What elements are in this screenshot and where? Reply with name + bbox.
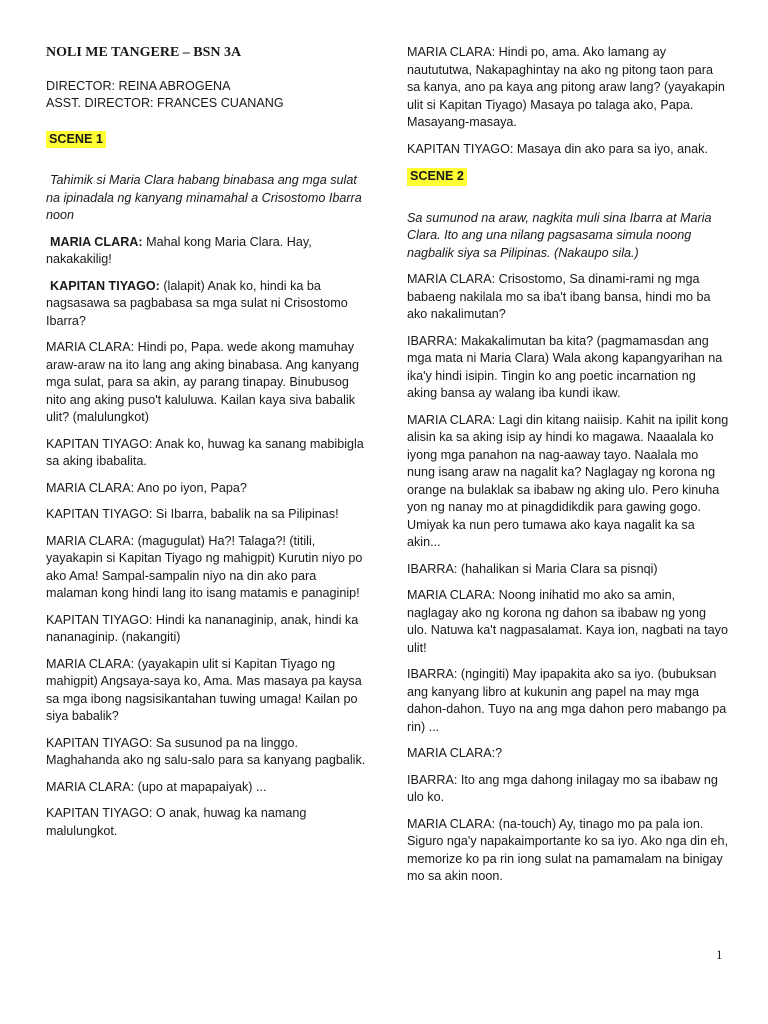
dialogue-paragraph: MARIA CLARA: Noong inihatid mo ako sa amin, naglagay ako ng korona ng dahon sa ibabaw ng yong ulo. Natuwa ka't nagpasalamat. Kaya ion, nagbati na tayo ulit! — [407, 588, 728, 655]
asst-director-credit: ASST. DIRECTOR: FRANCES CUANANG — [46, 96, 284, 110]
dialogue-paragraph: IBARRA: Ito ang mga dahong inilagay mo sa ibabaw ng ulo ko. — [407, 772, 718, 804]
scene-2-label: SCENE 2 — [407, 168, 467, 186]
page-number: 1 — [716, 947, 723, 962]
left-column — [46, 40, 368, 849]
dialogue-paragraph: MARIA CLARA: (magugulat) Ha?! Talaga?! (titili, yayakapin si Kapitan Tiyago ng mahigpit) Kurutin niyo po ako Ama! Sampal-sampalin niyo na din ako para malaman kong hindi lang ito isang matamis e panaginip! — [46, 533, 363, 600]
dialogue-paragraph: KAPITAN TIYAGO: Anak ko, huwag ka sanang mabibigla sa aking ibabalita. — [46, 436, 364, 468]
dialogue-paragraph: MARIA CLARA: (na-touch) Ay, tinago mo pa pala ion. Siguro nga'y napakaimportante ko sa iyo. Ako nga din eh, memorize ko pa rin iong sulat na pamamalam na binigay mo sa akin noon. — [407, 816, 728, 883]
document-title: NOLI ME TANGERE – BSN 3A — [46, 45, 242, 60]
dialogue-paragraph: KAPITAN TIYAGO: Sa susunod pa na linggo. Maghahanda ako ng salu-salo para sa kanyang pagbalik. — [46, 735, 366, 767]
scene-1-label: SCENE 1 — [46, 131, 106, 149]
dialogue-text: Mahal kong Maria Clara. Hay, nakakakilig! — [46, 234, 312, 266]
dialogue-paragraph: IBARRA: (ngingiti) May ipapakita ako sa iyo. (bubuksan ang kanyang libro at kukunin ang papel na may mga dahon-dahon. Tuyo na ang mga dahon pero mabango pa rin) ... — [407, 667, 727, 734]
dialogue-paragraph: MARIA CLARA: Crisostomo, Sa dinami-rami ng mga babaeng nakilala mo sa iba't ibang bansa, hindi mo ba ako nakalimutan? — [407, 272, 711, 321]
dialogue-paragraph: MARIA CLARA: Hindi po, ama. Ako lamang ay nautututwa, Nakapaghintay na ako ng pitong taon para sa kanya, ano pa kaya ang pitong araw lang? (yayakapin ulit si Kapitan Tiyago) Masaya po talaga ako, Papa. Masayang-masaya. — [407, 45, 725, 129]
dialogue-paragraph: MARIA CLARA: (yayakapin ulit si Kapitan Tiyago ng mahigpit) Angsaya-saya ko, Ama. Mas masaya pa kaysa sa mga ibong nagsisikantahan tuwing umaga! Kailan po siya babalik? — [46, 656, 362, 723]
speaker-name: KAPITAN TIYAGO: — [50, 278, 160, 293]
dialogue-paragraph: MARIA CLARA: (upo at mapapaiyak) ... — [46, 779, 267, 794]
dialogue-paragraph: KAPITAN TIYAGO: O anak, huwag ka namang malulungkot. — [46, 806, 307, 838]
stage-direction: Sa sumunod na araw, nagkita muli sina Ibarra at Maria Clara. Ito ang una nilang pagsasama simula noong nagbalik siya sa Pilipinas. (Nakaupo sila.) — [407, 210, 712, 260]
right-column — [407, 44, 729, 895]
dialogue-paragraph: KAPITAN TIYAGO: Masaya din ako para sa iyo, anak. — [407, 141, 708, 156]
stage-direction: Tahimik si Maria Clara habang binabasa ang mga sulat na ipinadala ng kanyang minamahal a Crisostomo Ibarra noon — [46, 173, 362, 222]
dialogue-paragraph: KAPITAN TIYAGO: Si Ibarra, babalik na sa Pilipinas! — [46, 507, 339, 521]
dialogue-paragraph: MARIA CLARA: Hindi po, Papa. wede akong mamuhay araw-araw na ito lang ang aking binabasa. Ang kanyang mga sulat, para sa akin, ay parang tinapay. Binubusog nito ang aking puso't kaluluwa. Kailan kaya siva babalik ulit? (malulungkot) — [46, 340, 359, 424]
dialogue-paragraph: MARIA CLARA: Ano po iyon, Papa? — [46, 480, 247, 495]
dialogue-line — [46, 278, 368, 331]
dialogue-paragraph: MARIA CLARA: Lagi din kitang naiisip. Kahit na ipilit kong alisin ka sa aking isip ay hindi ko magawa. Naaalala ko iyong mga panahon na nag-aaway tayo. Naalala mo nung isang araw na nagalit ka? Naglagay ng korona ng orange na bulaklak sa ibabaw ng aking ulo. Pero kinuha yon ng nanay mo at pinagdidikdik para gawing gogo. Umiyak ka nun pero tumawa ako kaya nagalit ka sa akin... — [407, 412, 729, 549]
credits — [46, 78, 368, 113]
director-credit: DIRECTOR: REINA ABROGENA — [46, 78, 231, 93]
speaker-name: MARIA CLARA: — [50, 234, 143, 249]
dialogue-paragraph: IBARRA: Makakalimutan ba kita? (pagmamasdan ang mga mata ni Maria Clara) Wala akong kapangyarihan na ika'y hindi isipin. Tingin ko ang poetic incarnation ng aking bansa ay walang iba kundi ikaw. — [407, 333, 723, 400]
dialogue-line — [46, 234, 368, 269]
dialogue-text: (lalapit) Anak ko, hindi ka ba nagsasawa sa pagbabasa sa mga sulat ni Crisostomo Ibarra? — [46, 278, 348, 328]
dialogue-paragraph: MARIA CLARA:? — [407, 746, 503, 760]
dialogue-paragraph: KAPITAN TIYAGO: Hindi ka nananaginip, anak, hindi ka nananaginip. (nakangiti) — [46, 612, 359, 644]
dialogue-paragraph: IBARRA: (hahalikan si Maria Clara sa pisnqi) — [407, 561, 658, 576]
